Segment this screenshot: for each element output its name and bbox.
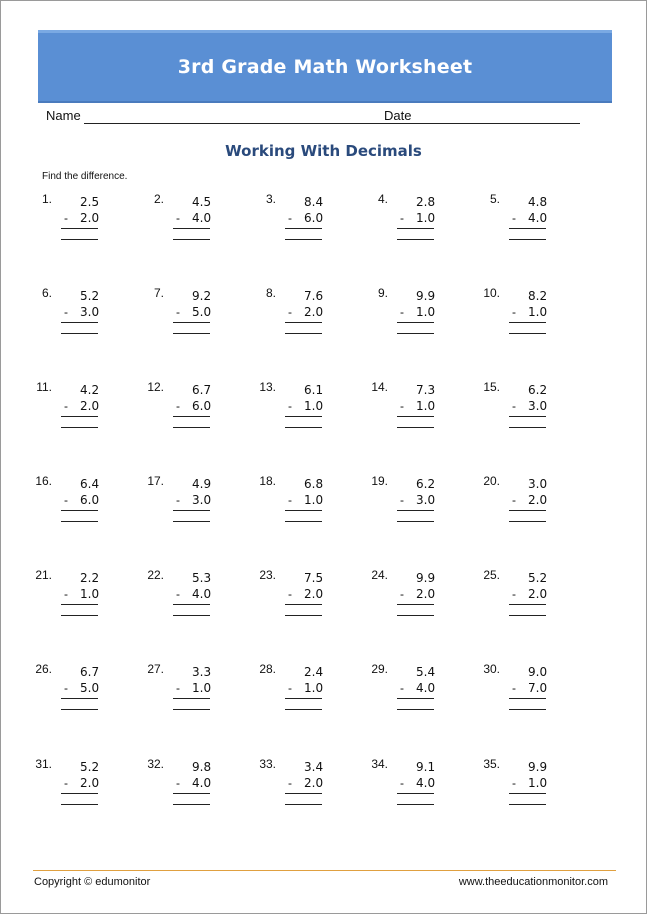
instruction-text: Find the difference. [42,171,128,182]
problem-item [360,568,450,628]
minus-sign: - [64,681,68,695]
operand-underline [397,322,434,323]
minuend: 6.2 [528,383,548,397]
subtrahend: 3.0 [416,493,436,507]
problem-number: 10. [483,286,500,300]
answer-line[interactable] [509,239,546,240]
subtrahend: 2.0 [304,305,324,319]
minus-sign: - [288,493,292,507]
problem-item [248,192,338,252]
operand-underline [61,604,98,605]
answer-line[interactable] [173,709,210,710]
minuend: 7.5 [304,571,324,585]
problem-item [248,757,338,817]
operand-underline [61,228,98,229]
answer-line[interactable] [61,239,98,240]
minus-sign: - [400,211,404,225]
subtrahend: 3.0 [192,493,212,507]
minuend: 3.3 [192,665,212,679]
minuend: 6.2 [416,477,436,491]
answer-line[interactable] [61,709,98,710]
minuend: 8.2 [528,289,548,303]
problem-number: 5. [489,192,500,206]
problem-number: 2. [153,192,164,206]
answer-line[interactable] [397,521,434,522]
subtrahend: 2.0 [416,587,436,601]
minuend: 4.8 [528,195,548,209]
subtrahend: 1.0 [304,681,324,695]
problem-number: 13. [259,380,276,394]
operand-underline [61,698,98,699]
problem-item [472,474,562,534]
problem-item [360,757,450,817]
answer-line[interactable] [509,804,546,805]
minus-sign: - [288,211,292,225]
operand-underline [285,510,322,511]
minus-sign: - [176,211,180,225]
minus-sign: - [288,776,292,790]
problem-item [472,380,562,440]
operand-underline [285,416,322,417]
problem-number: 16. [35,474,52,488]
operand-underline [509,416,546,417]
problem-number: 28. [259,662,276,676]
operand-underline [397,698,434,699]
problem-number: 14. [371,380,388,394]
minus-sign: - [512,681,516,695]
operand-underline [509,510,546,511]
answer-line[interactable] [173,333,210,334]
problem-item [472,286,562,346]
minus-sign: - [512,211,516,225]
section-title: Working With Decimals [225,142,422,160]
name-label: Name [46,108,81,123]
minuend: 4.9 [192,477,212,491]
problem-number: 26. [35,662,52,676]
problem-item [472,662,562,722]
minus-sign: - [400,587,404,601]
problem-item [136,474,226,534]
answer-line[interactable] [397,615,434,616]
minus-sign: - [400,399,404,413]
minuend: 5.2 [80,289,100,303]
subtrahend: 2.0 [528,493,548,507]
operand-underline [397,604,434,605]
subtrahend: 1.0 [192,681,212,695]
subtrahend: 4.0 [528,211,548,225]
operand-underline [509,228,546,229]
subtrahend: 3.0 [80,305,100,319]
problem-item [360,474,450,534]
answer-line[interactable] [397,427,434,428]
minuend: 6.7 [192,383,212,397]
problem-item [136,757,226,817]
problem-number: 3. [265,192,276,206]
minus-sign: - [64,587,68,601]
problem-number: 19. [371,474,388,488]
minuend: 6.4 [80,477,100,491]
operand-underline [509,698,546,699]
answer-line[interactable] [285,615,322,616]
problem-number: 15. [483,380,500,394]
problem-number: 32. [147,757,164,771]
subtrahend: 6.0 [192,399,212,413]
minuend: 3.4 [304,760,324,774]
problem-number: 35. [483,757,500,771]
problem-number: 17. [147,474,164,488]
operand-underline [61,322,98,323]
minuend: 9.1 [416,760,436,774]
operand-underline [397,228,434,229]
minuend: 9.2 [192,289,212,303]
operand-underline [173,510,210,511]
minus-sign: - [512,587,516,601]
answer-line[interactable] [509,615,546,616]
minuend: 9.9 [416,571,436,585]
operand-underline [509,793,546,794]
problem-item [360,380,450,440]
subtrahend: 2.0 [80,211,100,225]
subtrahend: 2.0 [80,399,100,413]
answer-line[interactable] [285,333,322,334]
minus-sign: - [176,399,180,413]
problem-item [472,568,562,628]
answer-line[interactable] [509,427,546,428]
minus-sign: - [512,493,516,507]
problem-number: 18. [259,474,276,488]
answer-line[interactable] [61,521,98,522]
problem-number: 30. [483,662,500,676]
minus-sign: - [512,305,516,319]
problem-number: 25. [483,568,500,582]
subtrahend: 2.0 [528,587,548,601]
operand-underline [509,322,546,323]
minus-sign: - [176,776,180,790]
answer-line[interactable] [285,521,322,522]
subtrahend: 2.0 [304,587,324,601]
website-link[interactable]: www.theeducationmonitor.com [458,876,608,888]
answer-line[interactable] [61,804,98,805]
problem-number: 9. [377,286,388,300]
minuend: 9.8 [192,760,212,774]
minuend: 6.1 [304,383,324,397]
problem-item [360,192,450,252]
problem-number: 33. [259,757,276,771]
minus-sign: - [400,776,404,790]
answer-line[interactable] [285,427,322,428]
problem-number: 29. [371,662,388,676]
problem-item [472,757,562,817]
subtrahend: 4.0 [416,681,436,695]
operand-underline [285,604,322,605]
subtrahend: 1.0 [528,305,548,319]
subtrahend: 1.0 [304,493,324,507]
minuend: 2.4 [304,665,324,679]
problem-number: 24. [371,568,388,582]
minus-sign: - [64,211,68,225]
answer-line[interactable] [285,239,322,240]
minuend: 8.4 [304,195,324,209]
worksheet-title: 3rd Grade Math Worksheet [177,56,473,78]
subtrahend: 4.0 [192,587,212,601]
minus-sign: - [176,493,180,507]
subtrahend: 6.0 [304,211,324,225]
operand-underline [285,228,322,229]
copyright-text: Copyright © edumonitor [34,876,151,888]
problem-number: 6. [41,286,52,300]
problem-number: 20. [483,474,500,488]
minuend: 9.9 [528,760,548,774]
answer-line[interactable] [173,521,210,522]
subtrahend: 4.0 [192,211,212,225]
problem-number: 31. [35,757,52,771]
problem-number: 21. [35,568,52,582]
operand-underline [397,510,434,511]
answer-line[interactable] [173,239,210,240]
operand-underline [285,698,322,699]
minus-sign: - [400,493,404,507]
problem-number: 8. [265,286,276,300]
minuend: 6.8 [304,477,324,491]
answer-line[interactable] [397,709,434,710]
operand-underline [61,510,98,511]
problem-number: 12. [147,380,164,394]
answer-line[interactable] [509,709,546,710]
problem-item [136,662,226,722]
problem-number: 1. [41,192,52,206]
minuend: 9.9 [416,289,436,303]
operand-underline [173,604,210,605]
answer-line[interactable] [397,239,434,240]
problem-item [24,192,114,252]
operand-underline [397,793,434,794]
answer-line[interactable] [509,333,546,334]
operand-underline [285,793,322,794]
minuend: 2.2 [80,571,100,585]
answer-line[interactable] [509,521,546,522]
subtrahend: 4.0 [192,776,212,790]
answer-line[interactable] [61,427,98,428]
minuend: 4.2 [80,383,100,397]
subtrahend: 2.0 [80,776,100,790]
minuend: 6.7 [80,665,100,679]
answer-line[interactable] [61,615,98,616]
minuend: 5.2 [80,760,100,774]
subtrahend: 5.0 [192,305,212,319]
problem-item [136,286,226,346]
problem-item [24,286,114,346]
problem-item [248,568,338,628]
problem-number: 11. [36,380,52,394]
minuend: 5.3 [192,571,212,585]
problem-item [136,380,226,440]
answer-line[interactable] [397,804,434,805]
minuend: 9.0 [528,665,548,679]
answer-line[interactable] [285,709,322,710]
operand-underline [397,416,434,417]
problem-number: 34. [371,757,388,771]
problem-item [360,662,450,722]
subtrahend: 4.0 [416,776,436,790]
footer-divider [33,870,616,871]
operand-underline [61,416,98,417]
problem-item [24,662,114,722]
problem-item [24,757,114,817]
subtrahend: 2.0 [304,776,324,790]
minuend: 5.4 [416,665,436,679]
minus-sign: - [400,305,404,319]
minus-sign: - [288,305,292,319]
problem-item [136,568,226,628]
minus-sign: - [64,305,68,319]
operand-underline [173,322,210,323]
answer-line[interactable] [61,333,98,334]
minus-sign: - [64,399,68,413]
answer-line[interactable] [173,427,210,428]
subtrahend: 1.0 [528,776,548,790]
problem-item [248,662,338,722]
subtrahend: 5.0 [80,681,100,695]
problem-item [24,474,114,534]
answer-line[interactable] [285,804,322,805]
minus-sign: - [64,776,68,790]
operand-underline [173,698,210,699]
operand-underline [173,416,210,417]
problem-number: 4. [377,192,388,206]
minuend: 2.8 [416,195,436,209]
subtrahend: 1.0 [416,399,436,413]
minus-sign: - [512,399,516,413]
problem-item [248,286,338,346]
operand-underline [61,793,98,794]
subtrahend: 3.0 [528,399,548,413]
minus-sign: - [288,681,292,695]
minuend: 5.2 [528,571,548,585]
minuend: 7.6 [304,289,324,303]
problem-item [136,192,226,252]
problem-number: 7. [153,286,164,300]
minus-sign: - [400,681,404,695]
subtrahend: 1.0 [416,305,436,319]
minus-sign: - [288,587,292,601]
minus-sign: - [288,399,292,413]
operand-underline [285,322,322,323]
minuend: 4.5 [192,195,212,209]
date-label: Date [384,108,412,123]
minus-sign: - [512,776,516,790]
operand-underline [173,793,210,794]
minus-sign: - [176,681,180,695]
problem-item [472,192,562,252]
subtrahend: 1.0 [416,211,436,225]
problem-item [248,380,338,440]
problem-item [24,568,114,628]
minuend: 3.0 [528,477,548,491]
operand-underline [173,228,210,229]
answer-line[interactable] [173,804,210,805]
operand-underline [509,604,546,605]
minus-sign: - [176,305,180,319]
subtrahend: 1.0 [304,399,324,413]
problem-item [24,380,114,440]
answer-line[interactable] [397,333,434,334]
answer-line[interactable] [173,615,210,616]
minuend: 7.3 [416,383,436,397]
problem-number: 27. [147,662,164,676]
problem-number: 23. [259,568,276,582]
minus-sign: - [64,493,68,507]
subtrahend: 6.0 [80,493,100,507]
problem-number: 22. [147,568,164,582]
problem-item [248,474,338,534]
subtrahend: 1.0 [80,587,100,601]
problem-item [360,286,450,346]
minuend: 2.5 [80,195,100,209]
minus-sign: - [176,587,180,601]
subtrahend: 7.0 [528,681,548,695]
